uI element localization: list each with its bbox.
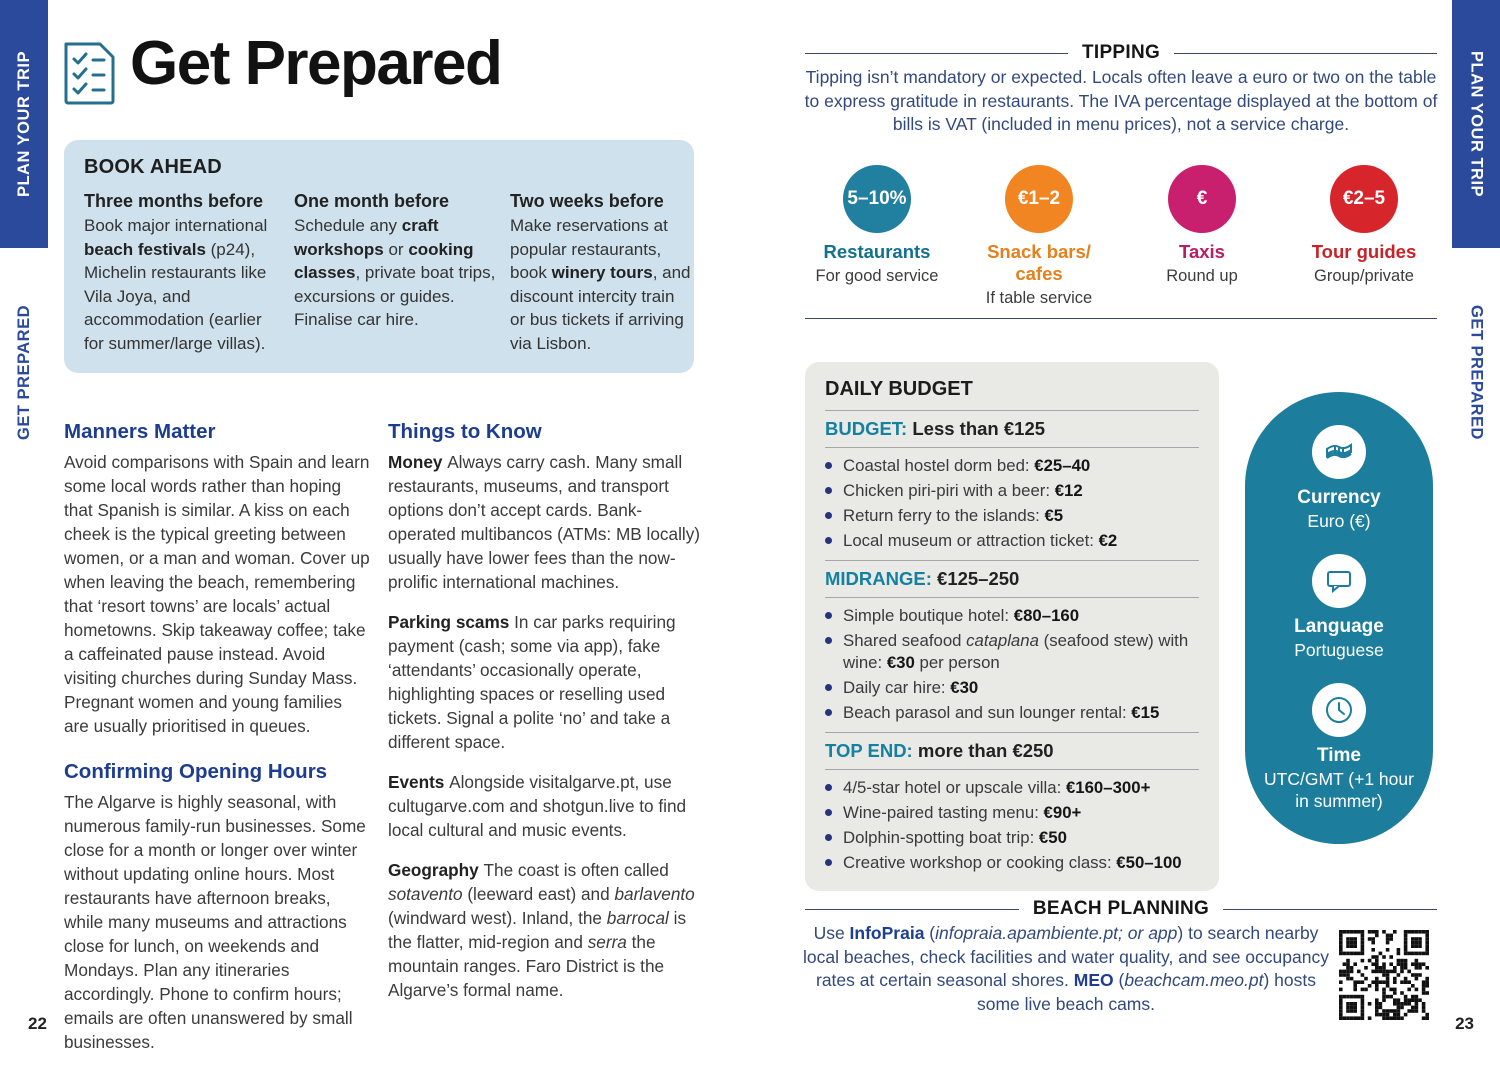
column-heading: Two weeks before bbox=[510, 191, 664, 211]
page-title: Get Prepared bbox=[130, 29, 502, 98]
tier-heading-midrange bbox=[825, 568, 1199, 590]
tip-snack-bars bbox=[964, 165, 1114, 309]
item-text: Creative workshop or cooking class: €50–100 bbox=[843, 853, 1182, 872]
divider bbox=[825, 732, 1199, 733]
divider bbox=[825, 597, 1199, 598]
list-item bbox=[825, 852, 1199, 874]
clock-icon bbox=[1312, 683, 1366, 737]
divider bbox=[1174, 53, 1437, 54]
tip-amount: €1–2 bbox=[1017, 188, 1061, 209]
daily-budget-box bbox=[805, 362, 1219, 891]
qr-code bbox=[1339, 930, 1429, 1020]
tip-label: Restaurants bbox=[823, 241, 931, 262]
bullet-dot bbox=[825, 709, 832, 716]
list-item bbox=[825, 677, 1199, 699]
sidebar-label: PLAN YOUR TRIP bbox=[14, 50, 33, 198]
sidebar-label: GET PREPARED bbox=[1467, 304, 1486, 440]
tier-label: MIDRANGE: bbox=[825, 568, 932, 589]
tipping-title: TIPPING bbox=[1081, 42, 1161, 63]
page-number-left: 22 bbox=[28, 1014, 47, 1033]
section-divider bbox=[805, 318, 1437, 319]
fact-value: Portuguese bbox=[1294, 639, 1384, 660]
column-body: Make reservations at popular restaurants, book winery tours, and discount intercity train or bus tickets if arriving via Lisbon. bbox=[510, 216, 691, 353]
tip-restaurants bbox=[802, 165, 952, 287]
right-text-column bbox=[388, 420, 702, 1024]
bullet-dot bbox=[825, 487, 832, 494]
bullet-dot bbox=[825, 637, 832, 644]
bullet-dot bbox=[825, 684, 832, 691]
tip-sublabel: If table service bbox=[985, 289, 1093, 307]
budget-items bbox=[825, 777, 1199, 874]
tip-sublabel: For good service bbox=[815, 267, 939, 285]
tip-sublabel: Round up bbox=[1166, 267, 1238, 285]
section-heading-things-to-know: Things to Know bbox=[388, 420, 542, 443]
sidebar-plan-your-trip-left bbox=[0, 0, 48, 248]
sidebar-get-prepared-left bbox=[0, 256, 48, 488]
tier-range: Less than €125 bbox=[907, 418, 1046, 439]
item-text: Dolphin-spotting boat trip: €50 bbox=[843, 828, 1067, 847]
column-body: Book major international beach festivals (p24), Michelin restaurants like Vila Joya, and accommodation (earlier for summer/large villas). bbox=[84, 216, 268, 353]
tip-amount-badge bbox=[1330, 165, 1398, 233]
fact-currency bbox=[1256, 425, 1422, 532]
speech-bubble-icon bbox=[1312, 554, 1366, 608]
section-heading-confirming-opening-hours: Confirming Opening Hours bbox=[64, 760, 328, 783]
item-text: Return ferry to the islands: €5 bbox=[843, 506, 1064, 525]
sidebar-label: PLAN YOUR TRIP bbox=[1467, 50, 1486, 198]
book-ahead-columns bbox=[84, 191, 691, 355]
tip-taxis bbox=[1127, 165, 1277, 287]
bullet-dot bbox=[825, 809, 832, 816]
fact-value: Euro (€) bbox=[1307, 510, 1371, 531]
book-ahead-column bbox=[510, 191, 692, 355]
fact-language bbox=[1256, 554, 1422, 661]
tier-heading-top-end bbox=[825, 740, 1199, 762]
quick-facts-pill bbox=[1245, 392, 1433, 844]
book-ahead-column bbox=[84, 191, 282, 355]
item-text: Simple boutique hotel: €80–160 bbox=[843, 606, 1080, 625]
list-item bbox=[825, 630, 1199, 674]
item-text: Chicken piri-piri with a beer: €12 bbox=[843, 481, 1083, 500]
tipping-header bbox=[805, 42, 1437, 64]
column-heading: One month before bbox=[294, 191, 450, 211]
list-item bbox=[825, 505, 1199, 527]
sidebar-label: GET PREPARED bbox=[14, 304, 33, 440]
bullet-dot bbox=[825, 462, 832, 469]
opening-hours-paragraph: The Algarve is highly seasonal, with numerous family-run businesses. Some close for a month or longer over winter without updating online hours. Most restaurants have afternoon breaks, while many museums and attractions close for lunch, on weekends and Mondays. Plan any itineraries accordingly. Phone to confirm hours; emails are often unanswered by small businesses. bbox=[64, 792, 366, 1052]
tier-range: €125–250 bbox=[931, 568, 1020, 589]
tip-amount-badge bbox=[1005, 165, 1073, 233]
budget-items bbox=[825, 455, 1199, 552]
list-item bbox=[825, 777, 1199, 799]
tip-tour-guides bbox=[1289, 165, 1439, 287]
parking-scams-paragraph: Parking scams In car parks requiring payment (cash; some via app), fake ‘attendants’ occasionally operate, highlighting spaces or reselling used tickets. Signal a polite ‘no’ and take a different space. bbox=[388, 612, 676, 752]
manners-matter-paragraph: Avoid comparisons with Spain and learn some local words rather than hoping that Spanish is similar. A kiss on each cheek is the typical greeting between women, or a man and woman. Cover up when leaving the beach, remembering that ‘resort towns’ are locals’ actual hometowns. Skip takeaway coffee; take a caffeinated pause instead. Avoid visiting churches during Sunday Mass. Pregnant women and young families are usually prioritised in queues. bbox=[64, 452, 370, 736]
tier-label: BUDGET: bbox=[825, 418, 908, 439]
item-text: Wine-paired tasting menu: €90+ bbox=[843, 803, 1082, 822]
list-item bbox=[825, 802, 1199, 824]
tipping-intro: Tipping isn’t mandatory or expected. Locals often leave a euro or two on the table to express gratitude in restaurants. The IVA percentage displayed at the bottom of bills is VAT (included in menu prices), not a service charge. bbox=[804, 67, 1438, 134]
book-ahead-title: BOOK AHEAD bbox=[84, 156, 222, 178]
events-paragraph: Events Alongside visitalgarve.pt, use cultugarve.com and shotgun.live to find local cultural and music events. bbox=[388, 772, 687, 840]
tier-range: more than €250 bbox=[912, 740, 1054, 761]
geography-paragraph: Geography The coast is often called sotavento (leeward east) and barlavento (windward west). Inland, the barrocal is the flatter, mid-region and serra the mountain ranges. Faro District is the Algarve’s formal name. bbox=[388, 860, 695, 1000]
tip-amount-badge bbox=[843, 165, 911, 233]
book-ahead-column bbox=[294, 191, 498, 355]
fact-value: UTC/GMT (+1 hour in summer) bbox=[1264, 768, 1414, 811]
list-item bbox=[825, 455, 1199, 477]
tip-amount: 5–10% bbox=[847, 188, 907, 209]
bullet-dot bbox=[825, 834, 832, 841]
checklist-icon bbox=[60, 38, 118, 108]
divider bbox=[1223, 909, 1437, 910]
tip-amount: €2–5 bbox=[1342, 188, 1386, 209]
banknotes-icon bbox=[1312, 425, 1366, 479]
column-heading: Three months before bbox=[84, 191, 264, 211]
item-text: Shared seafood cataplana (seafood stew) with wine: €30 per person bbox=[843, 631, 1189, 672]
bullet-dot bbox=[825, 512, 832, 519]
divider bbox=[825, 560, 1199, 561]
divider bbox=[825, 769, 1199, 770]
daily-budget-title: DAILY BUDGET bbox=[825, 378, 973, 400]
list-item bbox=[825, 702, 1199, 724]
book-ahead-box bbox=[64, 140, 694, 373]
item-text: 4/5-star hotel or upscale villa: €160–300+ bbox=[843, 778, 1151, 797]
tip-sublabel: Group/private bbox=[1314, 267, 1414, 285]
sidebar-plan-your-trip-right bbox=[1452, 0, 1500, 248]
tip-label: Snack bars/ cafes bbox=[987, 241, 1091, 284]
divider bbox=[825, 410, 1199, 411]
beach-planning-header bbox=[805, 898, 1437, 920]
fact-label: Language bbox=[1294, 615, 1384, 637]
item-text: Local museum or attraction ticket: €2 bbox=[843, 531, 1118, 550]
left-text-column bbox=[64, 420, 370, 1076]
fact-label: Currency bbox=[1297, 486, 1381, 508]
bullet-dot bbox=[825, 612, 832, 619]
money-paragraph: Money Always carry cash. Many small restaurants, museums, and transport options don’t accept cards. Bank-operated multibancos (ATMs: MB locally) usually have lower fees than the now-prolific international machines. bbox=[388, 452, 701, 592]
beach-planning-title: BEACH PLANNING bbox=[1032, 898, 1210, 919]
divider bbox=[805, 53, 1068, 54]
bullet-dot bbox=[825, 784, 832, 791]
tip-amount: € bbox=[1196, 188, 1208, 209]
tier-heading-budget bbox=[825, 418, 1199, 440]
tip-amount-badge bbox=[1168, 165, 1236, 233]
column-body: Schedule any craft workshops or cooking classes, private boat trips, excursions or guides. Finalise car hire. bbox=[294, 216, 496, 329]
sidebar-get-prepared-right bbox=[1452, 256, 1500, 488]
bullet-dot bbox=[825, 859, 832, 866]
section-heading-manners-matter: Manners Matter bbox=[64, 420, 216, 443]
beach-planning-paragraph: Use InfoPraia (infopraia.apambiente.pt; or app) to search nearby local beaches, check facilities and water quality, and see occupancy rates at certain seasonal shores. MEO (beachcam.meo.pt) hosts some live beach cams. bbox=[803, 923, 1329, 1014]
list-item bbox=[825, 827, 1199, 849]
tip-label: Taxis bbox=[1179, 241, 1225, 262]
item-text: Beach parasol and sun lounger rental: €15 bbox=[843, 703, 1160, 722]
fact-label: Time bbox=[1316, 744, 1361, 766]
list-item bbox=[825, 480, 1199, 502]
fact-time bbox=[1256, 683, 1422, 812]
budget-items bbox=[825, 605, 1199, 724]
list-item bbox=[825, 530, 1199, 552]
tier-label: TOP END: bbox=[825, 740, 913, 761]
tip-label: Tour guides bbox=[1311, 241, 1417, 262]
page-number-right: 23 bbox=[1455, 1014, 1474, 1033]
item-text: Daily car hire: €30 bbox=[843, 678, 979, 697]
bullet-dot bbox=[825, 537, 832, 544]
item-text: Coastal hostel dorm bed: €25–40 bbox=[843, 456, 1091, 475]
divider bbox=[825, 447, 1199, 448]
list-item bbox=[825, 605, 1199, 627]
divider bbox=[805, 909, 1019, 910]
